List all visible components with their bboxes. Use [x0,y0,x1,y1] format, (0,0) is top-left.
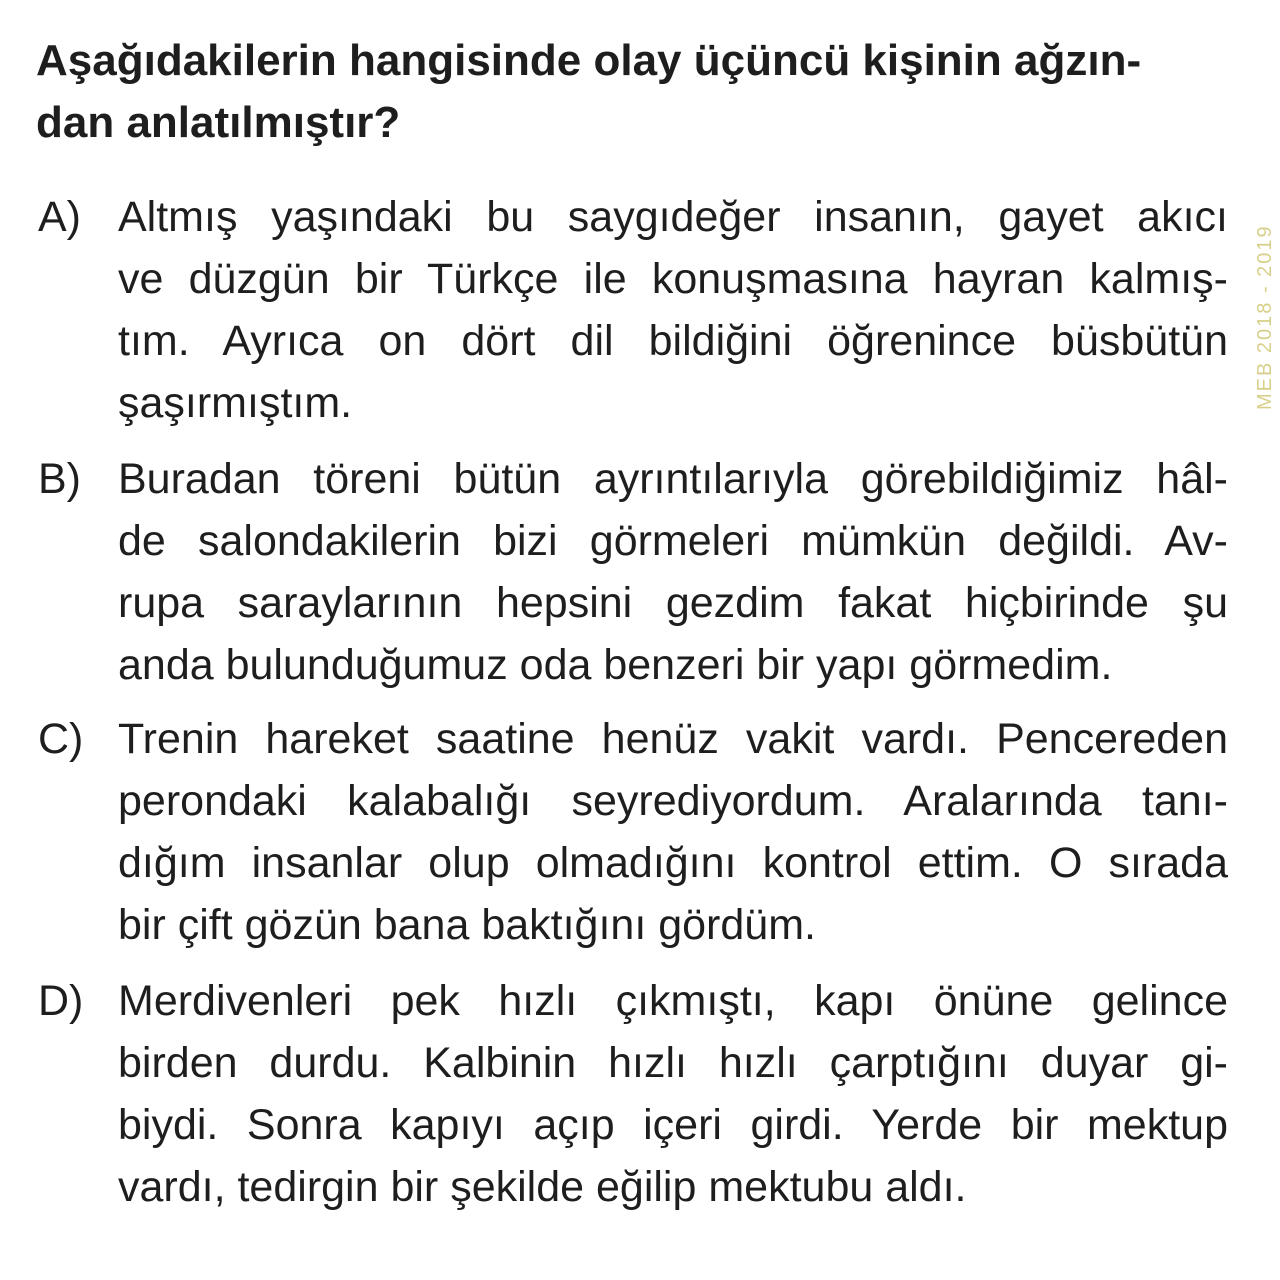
option-line: perondaki kalabalığı seyrediyordum. Aralarında tanı- [118,777,1228,825]
option-line: rupa saraylarının hepsini gezdim fakat hiçbirinde şu [118,579,1228,627]
option-text [118,708,1228,956]
question-stem [36,30,1236,154]
option-line: vardı, tedirgin bir şekilde eğilip mektubu aldı. [118,1163,967,1211]
option-line: bir çift gözün bana baktığını gördüm. [118,901,816,949]
option-line: Merdivenleri pek hızlı çıkmıştı, kapı önüne gelince [118,977,1228,1025]
question-line: Aşağıdakilerin hangisinde olay üçüncü kişinin ağzın- [36,36,1142,85]
option-text [118,186,1228,434]
option-line: ve düzgün bir Türkçe ile konuşmasına hayran kalmış- [118,255,1228,303]
option-letter: A) [38,193,81,241]
option-line: anda bulunduğumuz oda benzeri bir yapı görmedim. [118,641,1113,689]
option-line: şaşırmıştım. [118,379,353,427]
option-line: de salondakilerin bizi görmeleri mümkün değildi. Av- [118,517,1228,565]
option-line: Trenin hareket saatine henüz vakit vardı. Pencereden [118,715,1228,763]
option-line: Altmış yaşındaki bu saygıdeğer insanın, gayet akıcı [118,193,1228,241]
option-line: biydi. Sonra kapıyı açıp içeri girdi. Yerde bir mektup [118,1101,1228,1149]
option-text [118,970,1228,1218]
option-letter: B) [38,455,81,503]
option-line: birden durdu. Kalbinin hızlı hızlı çarptığını duyar gi- [118,1039,1228,1087]
question-line: dan anlatılmıştır? [36,98,401,147]
side-watermark: MEB 2018 - 2019 [1254,224,1276,410]
option-text [118,448,1228,696]
option-letter: C) [38,715,84,763]
option-line: Buradan töreni bütün ayrıntılarıyla görebildiğimiz hâl- [118,455,1228,503]
option-letter: D) [38,977,84,1025]
option-line: tım. Ayrıca on dört dil bildiğini öğrenince büsbütün [118,317,1228,365]
option-line: dığım insanlar olup olmadığını kontrol ettim. O sırada [118,839,1228,887]
